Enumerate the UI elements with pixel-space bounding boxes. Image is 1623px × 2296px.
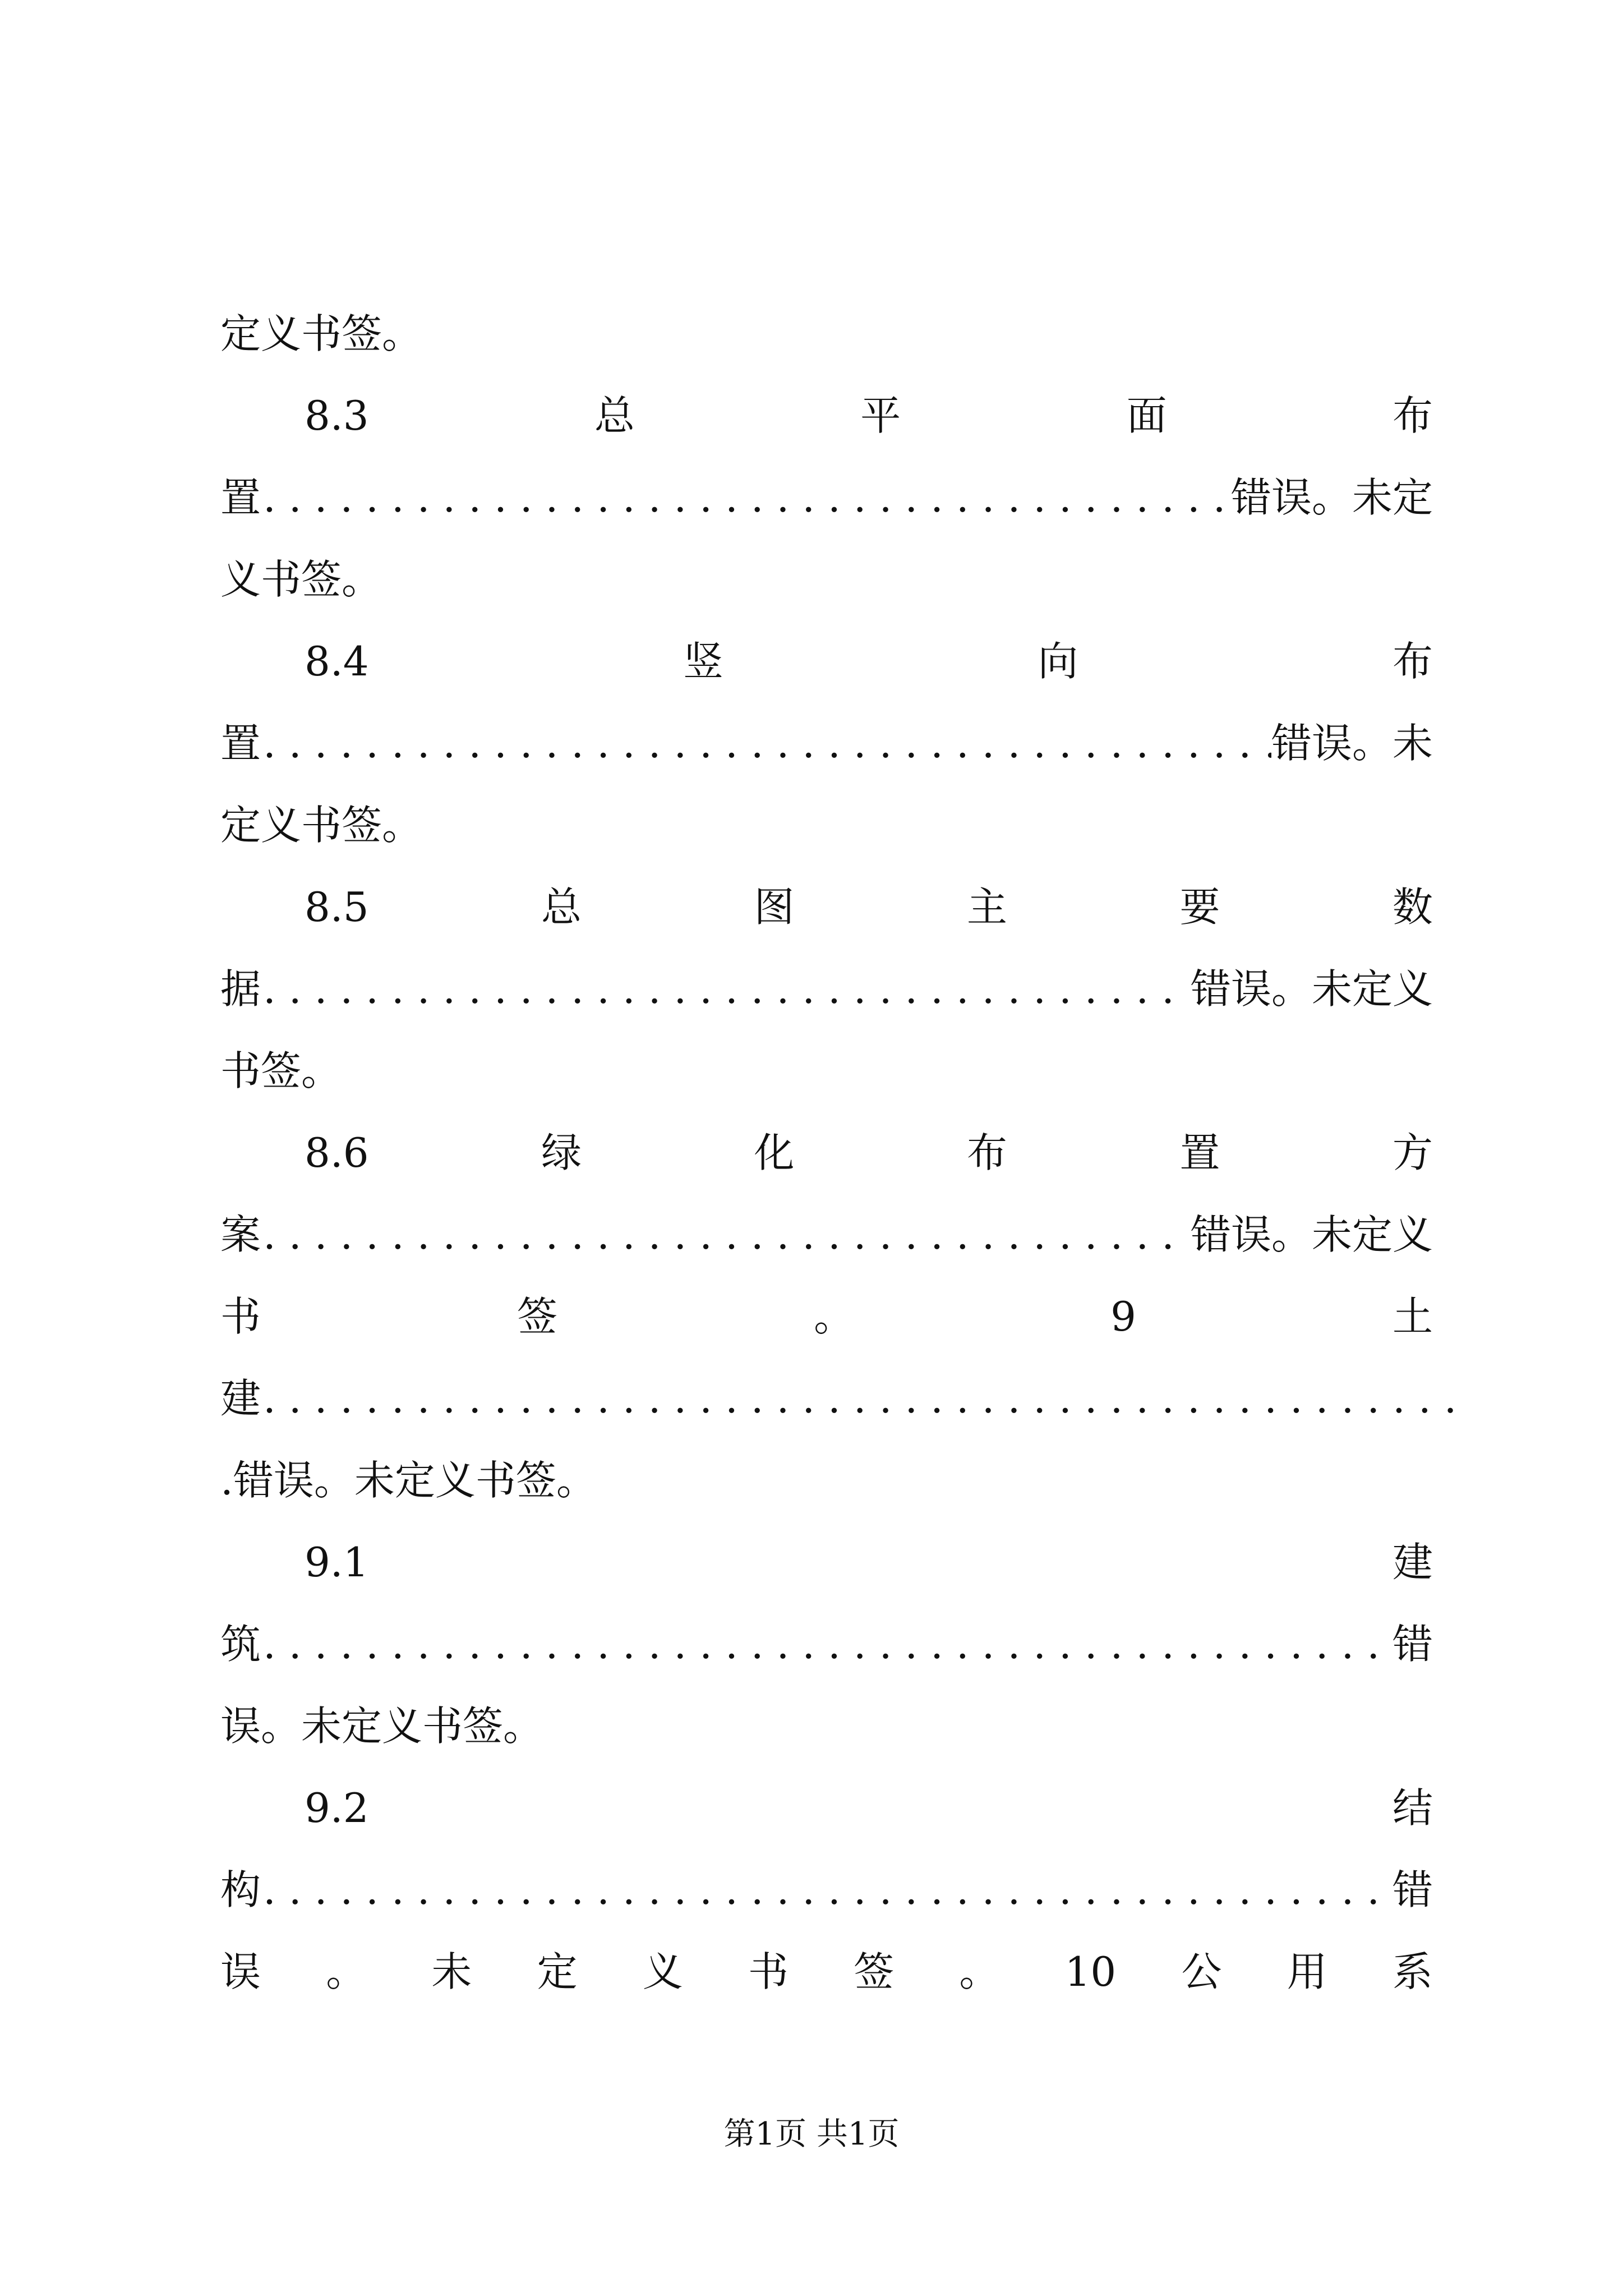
toc-number: 8.3 <box>305 392 369 439</box>
toc-leader-head: 构 <box>220 1866 261 1913</box>
toc-heading-8-5 <box>305 876 1433 938</box>
toc-leader-tail: 错 <box>1392 1866 1433 1913</box>
toc-char: 主 <box>966 884 1007 931</box>
dot-leader <box>261 1859 1393 1921</box>
page-footer: 第1页 共1页 <box>723 2116 900 2152</box>
toc-leader-tail: 错误。未定义 <box>1190 965 1433 1013</box>
toc-char: 定 <box>537 1948 578 1995</box>
toc-leader-line <box>220 467 1433 528</box>
toc-char: 面 <box>1126 392 1167 439</box>
toc-number: 8.4 <box>305 638 369 685</box>
toc-char: 义 <box>642 1948 683 1995</box>
toc-heading-8-6 <box>305 1122 1433 1184</box>
toc-heading-8-3 <box>305 385 1433 447</box>
toc-char: 布 <box>1392 638 1433 685</box>
toc-leader-line <box>220 712 1433 774</box>
toc-char: 结 <box>1392 1784 1433 1832</box>
toc-leader-line <box>220 1613 1433 1675</box>
toc-char: 签 <box>517 1293 558 1340</box>
toc-number: 9.1 <box>305 1539 369 1586</box>
toc-leader-head: 置 <box>220 720 261 767</box>
toc-char: 。 <box>814 1293 855 1340</box>
text-line: 误。未定义书签。 <box>220 1703 544 1750</box>
text-line: 义书签。 <box>220 556 382 603</box>
toc-char: 。 <box>326 1948 367 1995</box>
toc-leader-line <box>220 1859 1433 1921</box>
toc-char: 用 <box>1287 1948 1327 1995</box>
toc-leader-line <box>220 958 1433 1020</box>
toc-char: 总 <box>541 884 582 931</box>
dot-leader <box>261 1368 1455 1429</box>
toc-char: 布 <box>966 1129 1007 1176</box>
toc-char: 误 <box>220 1948 261 1995</box>
text-line: .错误。未定义书签。 <box>220 1457 597 1504</box>
toc-char: 向 <box>1038 638 1078 685</box>
toc-leader-line <box>220 1368 1455 1429</box>
toc-leader-head: 案 <box>220 1211 261 1258</box>
toc-char: 化 <box>754 1129 795 1176</box>
toc-char: 竖 <box>683 638 723 685</box>
toc-leader-tail: 错误。未定 <box>1230 474 1433 521</box>
toc-heading-9 <box>220 1286 1433 1347</box>
toc-char: 布 <box>1392 392 1433 439</box>
toc-char: 图 <box>754 884 795 931</box>
toc-char: 方 <box>1392 1129 1433 1176</box>
toc-char: 平 <box>860 392 901 439</box>
toc-number: 8.6 <box>305 1129 369 1176</box>
toc-number: 8.5 <box>305 884 369 931</box>
toc-char: 要 <box>1179 884 1220 931</box>
toc-heading-10 <box>220 1941 1433 2003</box>
toc-char: 土 <box>1392 1293 1433 1340</box>
toc-char: 绿 <box>541 1129 582 1176</box>
dot-leader <box>261 958 1191 1020</box>
dot-leader <box>261 467 1231 528</box>
toc-leader-tail: 错 <box>1392 1621 1433 1668</box>
toc-leader-head: 筑 <box>220 1621 261 1668</box>
toc-char: 建 <box>1392 1539 1433 1586</box>
toc-char: 系 <box>1392 1948 1433 1995</box>
dot-leader <box>261 1613 1393 1675</box>
toc-heading-9-1 <box>305 1531 1433 1593</box>
toc-number: 9.2 <box>305 1784 369 1832</box>
dot-leader <box>261 1204 1191 1266</box>
toc-heading-9-2 <box>305 1777 1433 1839</box>
toc-char: 未 <box>431 1948 472 1995</box>
toc-leader-tail: 错误。未定义 <box>1190 1211 1433 1258</box>
dot-leader <box>261 712 1271 774</box>
toc-leader-head: 据 <box>220 965 261 1013</box>
text-line: 定义书签。 <box>220 310 423 357</box>
toc-number: 10 <box>1064 1948 1117 1995</box>
toc-heading-8-4 <box>305 631 1433 692</box>
toc-char: 签 <box>854 1948 895 1995</box>
toc-char: 书 <box>748 1948 789 1995</box>
toc-char: 数 <box>1392 884 1433 931</box>
toc-char: 公 <box>1181 1948 1222 1995</box>
toc-leader-tail: 错误。未 <box>1271 720 1433 767</box>
text-line: 定义书签。 <box>220 802 423 849</box>
toc-leader-head: 置 <box>220 474 261 521</box>
toc-leader-head: 建 <box>220 1375 261 1422</box>
toc-number: 9 <box>1110 1293 1136 1340</box>
text-line: 书签。 <box>220 1047 342 1094</box>
toc-leader-line <box>220 1204 1433 1266</box>
toc-char: 书 <box>220 1293 261 1340</box>
toc-char: 置 <box>1179 1129 1220 1176</box>
toc-char: 。 <box>959 1948 1000 1995</box>
toc-char: 总 <box>594 392 635 439</box>
